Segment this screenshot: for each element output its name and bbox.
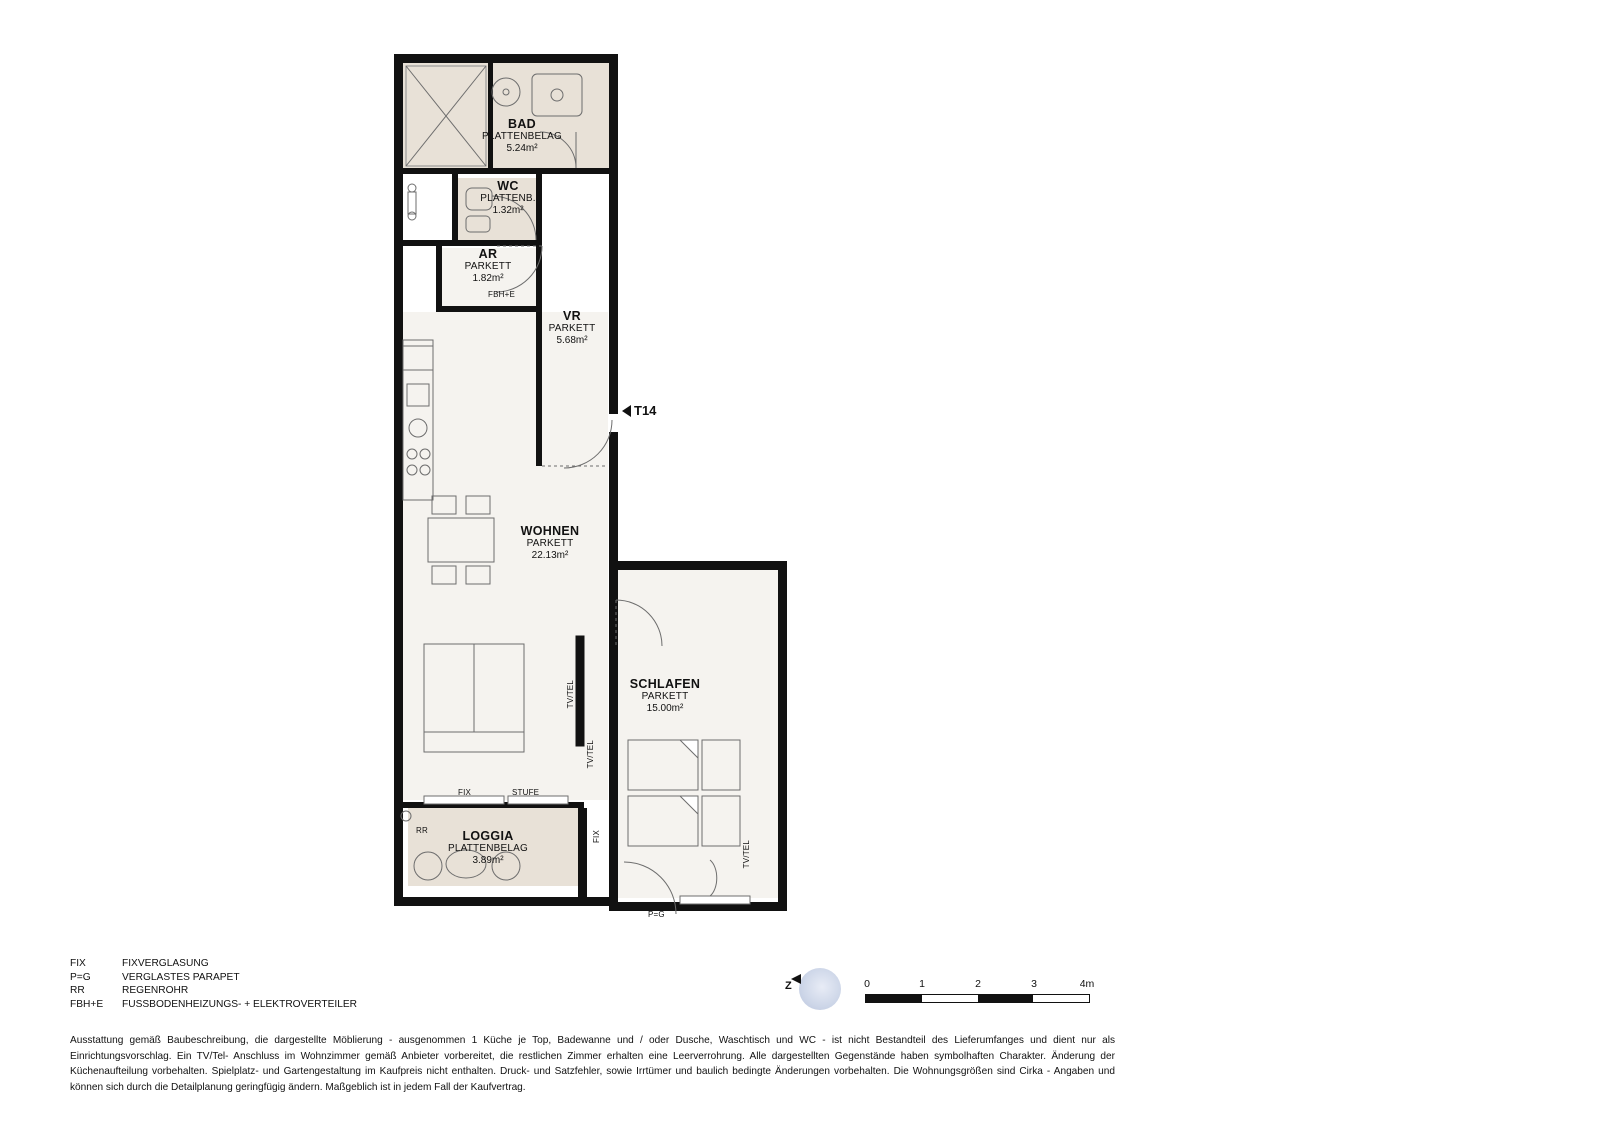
legend-row: [70, 998, 357, 1012]
scale-segment: [866, 995, 922, 1002]
legend-row: [70, 957, 357, 971]
plan-mark-tvtel-3: TV/TEL: [742, 840, 751, 869]
room-label-schlafen: SCHLAFEN PARKETT 15.00m²: [629, 677, 701, 714]
scale-tick-0: 0: [864, 978, 870, 990]
entrance-door-tag: T14: [634, 403, 657, 418]
room-label-ar: AR PARKETT 1.82m²: [464, 247, 512, 284]
legend-text: FIXVERGLASUNG: [122, 958, 209, 969]
legend-abbr: FIX: [70, 958, 86, 969]
room-label-loggia: LOGGIA PLATTENBELAG 3.89m²: [447, 829, 529, 866]
plan-mark-tvtel-2: TV/TEL: [586, 740, 595, 769]
scale-segments: [865, 994, 1090, 1003]
legend-text: REGENROHR: [122, 985, 189, 997]
legend-row: [70, 984, 357, 998]
compass-disc: [799, 968, 841, 1010]
legend-abbr: P=G: [70, 971, 91, 983]
plan-mark-tvtel-1: TV/TEL: [566, 680, 575, 709]
plan-mark-stufe: STUFE: [512, 788, 540, 797]
compass-label: Z: [785, 980, 792, 992]
legend-abbr: FBH+E: [70, 998, 104, 1010]
compass-arrow-icon: [791, 974, 801, 984]
plan-mark-fix-1: FIX: [458, 788, 472, 797]
scale-bar: [864, 978, 1095, 1008]
legend-abbr: RR: [70, 985, 85, 997]
plan-mark-fbh: FBH+E: [488, 290, 516, 299]
plan-mark-fix-2: FIX: [592, 830, 601, 844]
entrance-arrow-icon: [622, 405, 631, 417]
plan-mark-rr: RR: [416, 826, 428, 835]
floor-plan-drawing: [380, 40, 810, 940]
room-label-bad: BAD PLATTENBELAG 5.24m²: [481, 117, 563, 154]
scale-tick-4: 4m: [1079, 978, 1095, 990]
legend-row: [70, 971, 357, 985]
scale-segment: [978, 995, 1034, 1002]
scale-ticks: [864, 978, 1095, 992]
scale-segment: [922, 995, 978, 1002]
legend-text: FUSSBODENHEIZUNGS- + ELEKTROVERTEILER: [122, 998, 358, 1010]
compass-rose: [785, 962, 841, 1018]
disclaimer-text: Ausstattung gemäß Baubeschreibung, die dargestellte Möblierung - ausgenommen 1 Küche je Top, Badewanne und / oder Dusche, Waschtisch und WC - ist nicht Bestandteil des Lieferumfanges und dient nur als Einrichtungsvorschlag. Ein TV/Tel- Anschluss im Wohnzimmer gemäß Anbieter vorbereitet, die restlichen Zimmer erhalten eine Leerverrohrung. Alle dargestellten Gegenstände haben symbolhaften Charakter. Änderung der Küchenaufteilung vorbehalten. Spielplatz- und Gartengestaltung im Kaufpreis nicht enthalten. Druck- und Satzfehler, sowie Irrtümer und baulich bedingte Änderungen vorbehalten. Die Wohnungsgrößen sind Cirka - Angaben und können sich durch die Detailplanung geringfügig ändern. Maßgeblich ist in jedem Fall der Kaufvertrag.: [70, 1035, 1115, 1093]
scale-tick-3: 3: [1031, 978, 1037, 990]
room-label-wohnen: WOHNEN PARKETT 22.13m²: [520, 524, 580, 561]
scale-segment: [1033, 995, 1089, 1002]
legend-text: VERGLASTES PARAPET: [122, 971, 240, 983]
scale-tick-1: 1: [919, 978, 925, 990]
room-label-vr: VR PARKETT 5.68m²: [548, 309, 596, 346]
room-label-wc: WC PLATTENB. 1.32m²: [480, 179, 536, 216]
legend: [70, 957, 357, 1011]
scale-tick-2: 2: [975, 978, 981, 990]
info-panel: [1172, 0, 1600, 1131]
plan-mark-pg: P=G: [648, 910, 665, 919]
